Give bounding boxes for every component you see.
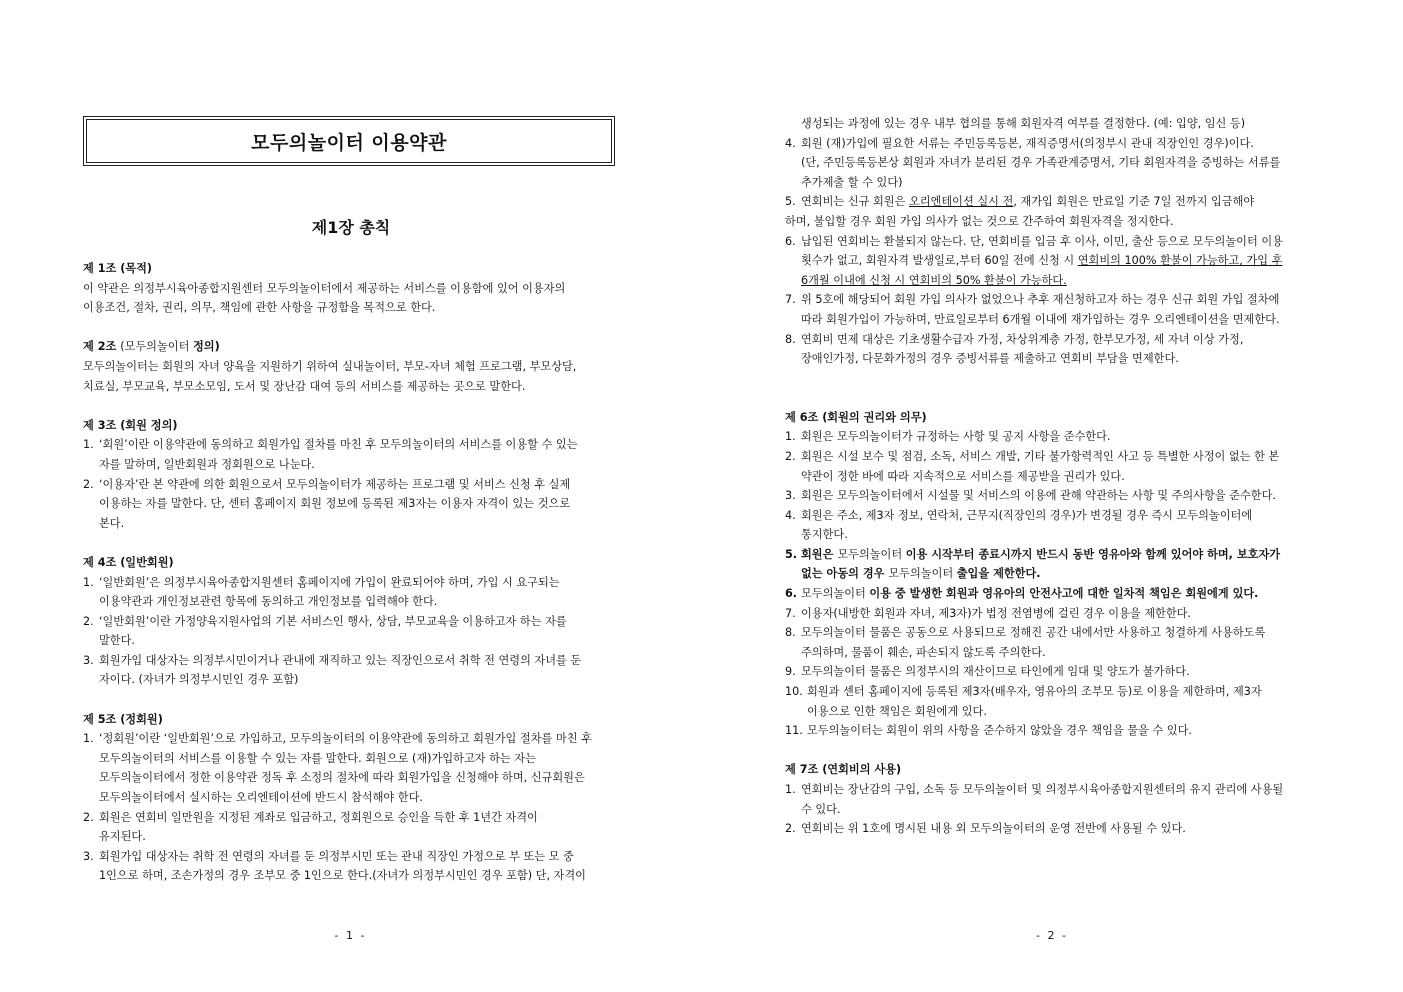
article-7 [785,760,1325,838]
list-item: 1. ‘정회원’이란 ‘일반회원’으로 가입하고, 모두의놀이터의 이용약관에 동의하고 회원가입 절차를 마친 후 모두의놀이터의 서비스를 이용할 수 있는 자를 말한다. 회원으로 (재)가입하고자 하는 자는 모두의놀이터에서 정한 이용약관 정독 후 소정의 절차에 따라 회원가입을 신청해야 하며, 신규회원은 모두의놀이터에서 실시하는 오리엔테이션에 반드시 참석해야 한다. [83,732,592,805]
list-item: 1. ‘회원’이란 이용약관에 동의하고 회원가입 절차를 마친 후 모두의놀이터의 서비스를 이용할 수 있는 자를 말하며, 일반회원과 정회원으로 나눈다. [83,438,578,471]
page-1 [0,0,701,992]
list-item: 2. ‘일반회원’이란 가정양육지원사업의 기본 서비스인 행사, 상담, 부모교육을 이용하고자 하는 자를 말한다. [83,614,567,648]
list-item: 2. ‘이용자’란 본 약관에 의한 회원으로서 모두의놀이터가 제공하는 프로그램 및 서비스 신청 후 실제 이용하는 자를 말한다. 단, 센터 홈페이지 회원 정보에 등록된 제3자는 이용자 자격이 있는 것으로 본다. [83,477,571,530]
chapter-heading: 제1장 총칙 [311,218,391,237]
page-2-body [785,114,1325,839]
article-7-heading: 제 7조 (연회비의 사용) [785,763,902,777]
list-item: 8. 연회비 면제 대상은 기초생활수급자 가정, 차상위계층 가정, 한부모가정, 세 자녀 이상 가정, 장애인가정, 다문화가정의 경우 증빙서류를 제출하고 연회비 부담을 면제한다. [785,332,1244,366]
article-4-heading: 제 4조 (일반회원) [83,555,174,569]
page-number: - 1 - [334,929,367,942]
list-item: 8. 모두의놀이터 물품은 공동으로 사용되므로 정해진 공간 내에서만 사용하고 청결하게 사용하도록 주의하며, 물품이 훼손, 파손되지 않도록 주의한다. [785,626,1266,659]
list-item: 5. 연회비는 신규 회원은 오리엔테이션 실시 전, 재가입 회원은 만료일 기준 7일 전까지 입금해야 하며, 불입할 경우 회원 가입 의사가 없는 것으로 간주하여 회원자격을 정지한다. [785,195,1255,228]
list-item: 2. 회원은 연회비 일만원을 지정된 계좌로 입금하고, 정회원으로 승인을 득한 후 1년간 자격이 유지된다. [83,810,538,844]
article-2 [83,337,619,396]
document-title: 모두의놀이터 이용약관 [86,119,612,163]
page-number: - 2 - [1036,929,1068,942]
list-item: 3. 회원가입 대상자는 의정부시민이거나 관내에 재직하고 있는 직장인으로서 취학 전 연령의 자녀를 둔 자이다. (자녀가 의정부시민인 경우 포함) [83,653,582,687]
article-5-continued [785,114,1325,369]
article-1 [83,259,619,318]
list-item: 4. 회원은 주소, 제3자 정보, 연락처, 근무지(직장인의 경우)가 변경될 경우 즉시 모두의놀이터에 통지한다. [785,508,1253,542]
article-6-heading: 제 6조 (회원의 권리와 의무) [785,410,927,424]
list-item: 1. 회원은 모두의놀이터가 규정하는 사항 및 공지 사항을 준수한다. [785,430,1111,444]
list-item: 1. ‘일반회원’은 의정부시육아종합지원센터 홈페이지에 가입이 완료되어야 하며, 가입 시 요구되는 이용약관과 개인정보관련 항목에 동의하고 개인정보를 입력해야 한다. [83,575,560,609]
article-1-text: 이 약관은 의정부시육아종합지원센터 모두의놀이터에서 제공하는 서비스를 이용함에 있어 이용자의 [83,281,566,295]
list-item: 3. 회원은 모두의놀이터에서 시설물 및 서비스의 이용에 관해 약관하는 사항 및 주의사항을 준수한다. [785,489,1276,503]
list-item: 5. 회원은 모두의놀이터 이용 시작부터 종료시까지 반드시 동반 영유아와 함께 있어야 하며, 보호자가 없는 아동의 경우 모두의놀이터 출입을 제한한다. [785,547,1281,581]
article-5 [83,710,619,886]
article-2-heading: 제 2조 (모두의놀이터 정의) [83,340,220,354]
article-1-heading: 제 1조 (목적) [83,262,153,275]
list-item: 3. 회원가입 대상자는 취학 전 연령의 자녀를 둔 의정부시민 또는 관내 직장인 가정으로 부 또는 모 중 1인으로 하며, 조손가정의 경우 조부모 중 1인으로 한다.(자녀가 의정부시민인 경우 포함) 단, 자격이 [83,849,586,883]
list-item: 2. 회원은 시설 보수 및 점검, 소독, 서비스 개발, 기타 불가항력적인 사고 등 특별한 사정이 없는 한 본 약관이 정한 바에 따라 지속적으로 서비스를 제공받을 권리가 있다. [785,449,1280,483]
list-item: 생성되는 과정에 있는 경우 내부 협의를 통해 회원자격 여부를 결정한다. (예: 입양, 임신 등) [801,117,1246,130]
list-item: 9. 모두의놀이터 물품은 의정부시의 재산이므로 타인에게 임대 및 양도가 불가하다. [785,665,1190,679]
list-item: 6. 납입된 연회비는 환불되지 않는다. 단, 연회비를 입금 후 이사, 이민, 출산 등으로 모두의놀이터 이용 횟수가 없고, 회원자격 발생일로,부터 60일 전에 신청 시 연회비의 100% 환불이 가능하고, 가입 후 6개월 이내에 신청 시 연회비의 50% 환불이 가능하다. [785,234,1283,287]
article-5-heading: 제 5조 (정회원) [83,712,163,726]
article-3 [83,416,619,534]
article-4 [83,553,619,690]
article-2-text: 모두의놀이터는 회원의 자녀 양육을 지원하기 위하여 실내놀이터, 부모-자녀 체험 프로그램, 부모상담, [83,359,577,373]
page-1-body [83,259,619,886]
list-item: 7. 이용자(내방한 회원과 자녀, 제3자)가 법정 전염병에 걸린 경우 이용을 제한한다. [785,606,1191,620]
title-box [83,116,615,166]
list-item: 4. 회원 (재)가입에 필요한 서류는 주민등록등본, 재직증명서(의정부시 관내 직장인인 경우)이다. (단, 주민등록등본상 회원과 자녀가 분리된 경우 가족관계증명서, 기타 회원자격을 증빙하는 서류를 추가제출 할 수 있다) [785,136,1281,189]
article-3-heading: 제 3조 (회원 정의) [83,418,178,432]
list-item: 6. 모두의놀이터 이용 중 발생한 회원과 영유아의 안전사고에 대한 일차적 책임은 회원에게 있다. [785,587,1259,601]
list-item: 11. 모두의놀이터는 회원이 위의 사항을 준수하지 않았을 경우 책임을 물을 수 있다. [785,724,1192,738]
article-2-text: 치료실, 부모교육, 부모소모임, 도서 및 장난감 대여 등의 서비스를 제공하는 곳으로 말한다. [83,379,526,393]
list-item: 7. 위 5호에 해당되어 회원 가입 의사가 없었으나 추후 재신청하고자 하는 경우 신규 회원 가입 절차에 따라 회원가입이 가능하며, 만료일로부터 6개월 이내에 재가입하는 경우 오리엔테이션을 면제한다. [785,293,1280,326]
list-item: 10. 회원과 센터 홈페이지에 등록된 제3자(배우자, 영유아의 조부모 등)로 이용을 제한하며, 제3자 이용으로 인한 책임은 회원에게 있다. [785,685,1262,718]
article-1-text: 이용조건, 절차, 권리, 의무, 책임에 관한 사항을 규정함을 목적으로 한다. [83,301,436,315]
page-2 [701,0,1403,992]
list-item: 1. 연회비는 장난감의 구입, 소독 등 모두의놀이터 및 의정부시육아종합지원센터의 유지 관리에 사용될 수 있다. [785,783,1284,816]
article-6 [785,408,1325,741]
list-item: 2. 연회비는 위 1호에 명시된 내용 외 모두의놀이터의 운영 전반에 사용될 수 있다. [785,822,1186,836]
